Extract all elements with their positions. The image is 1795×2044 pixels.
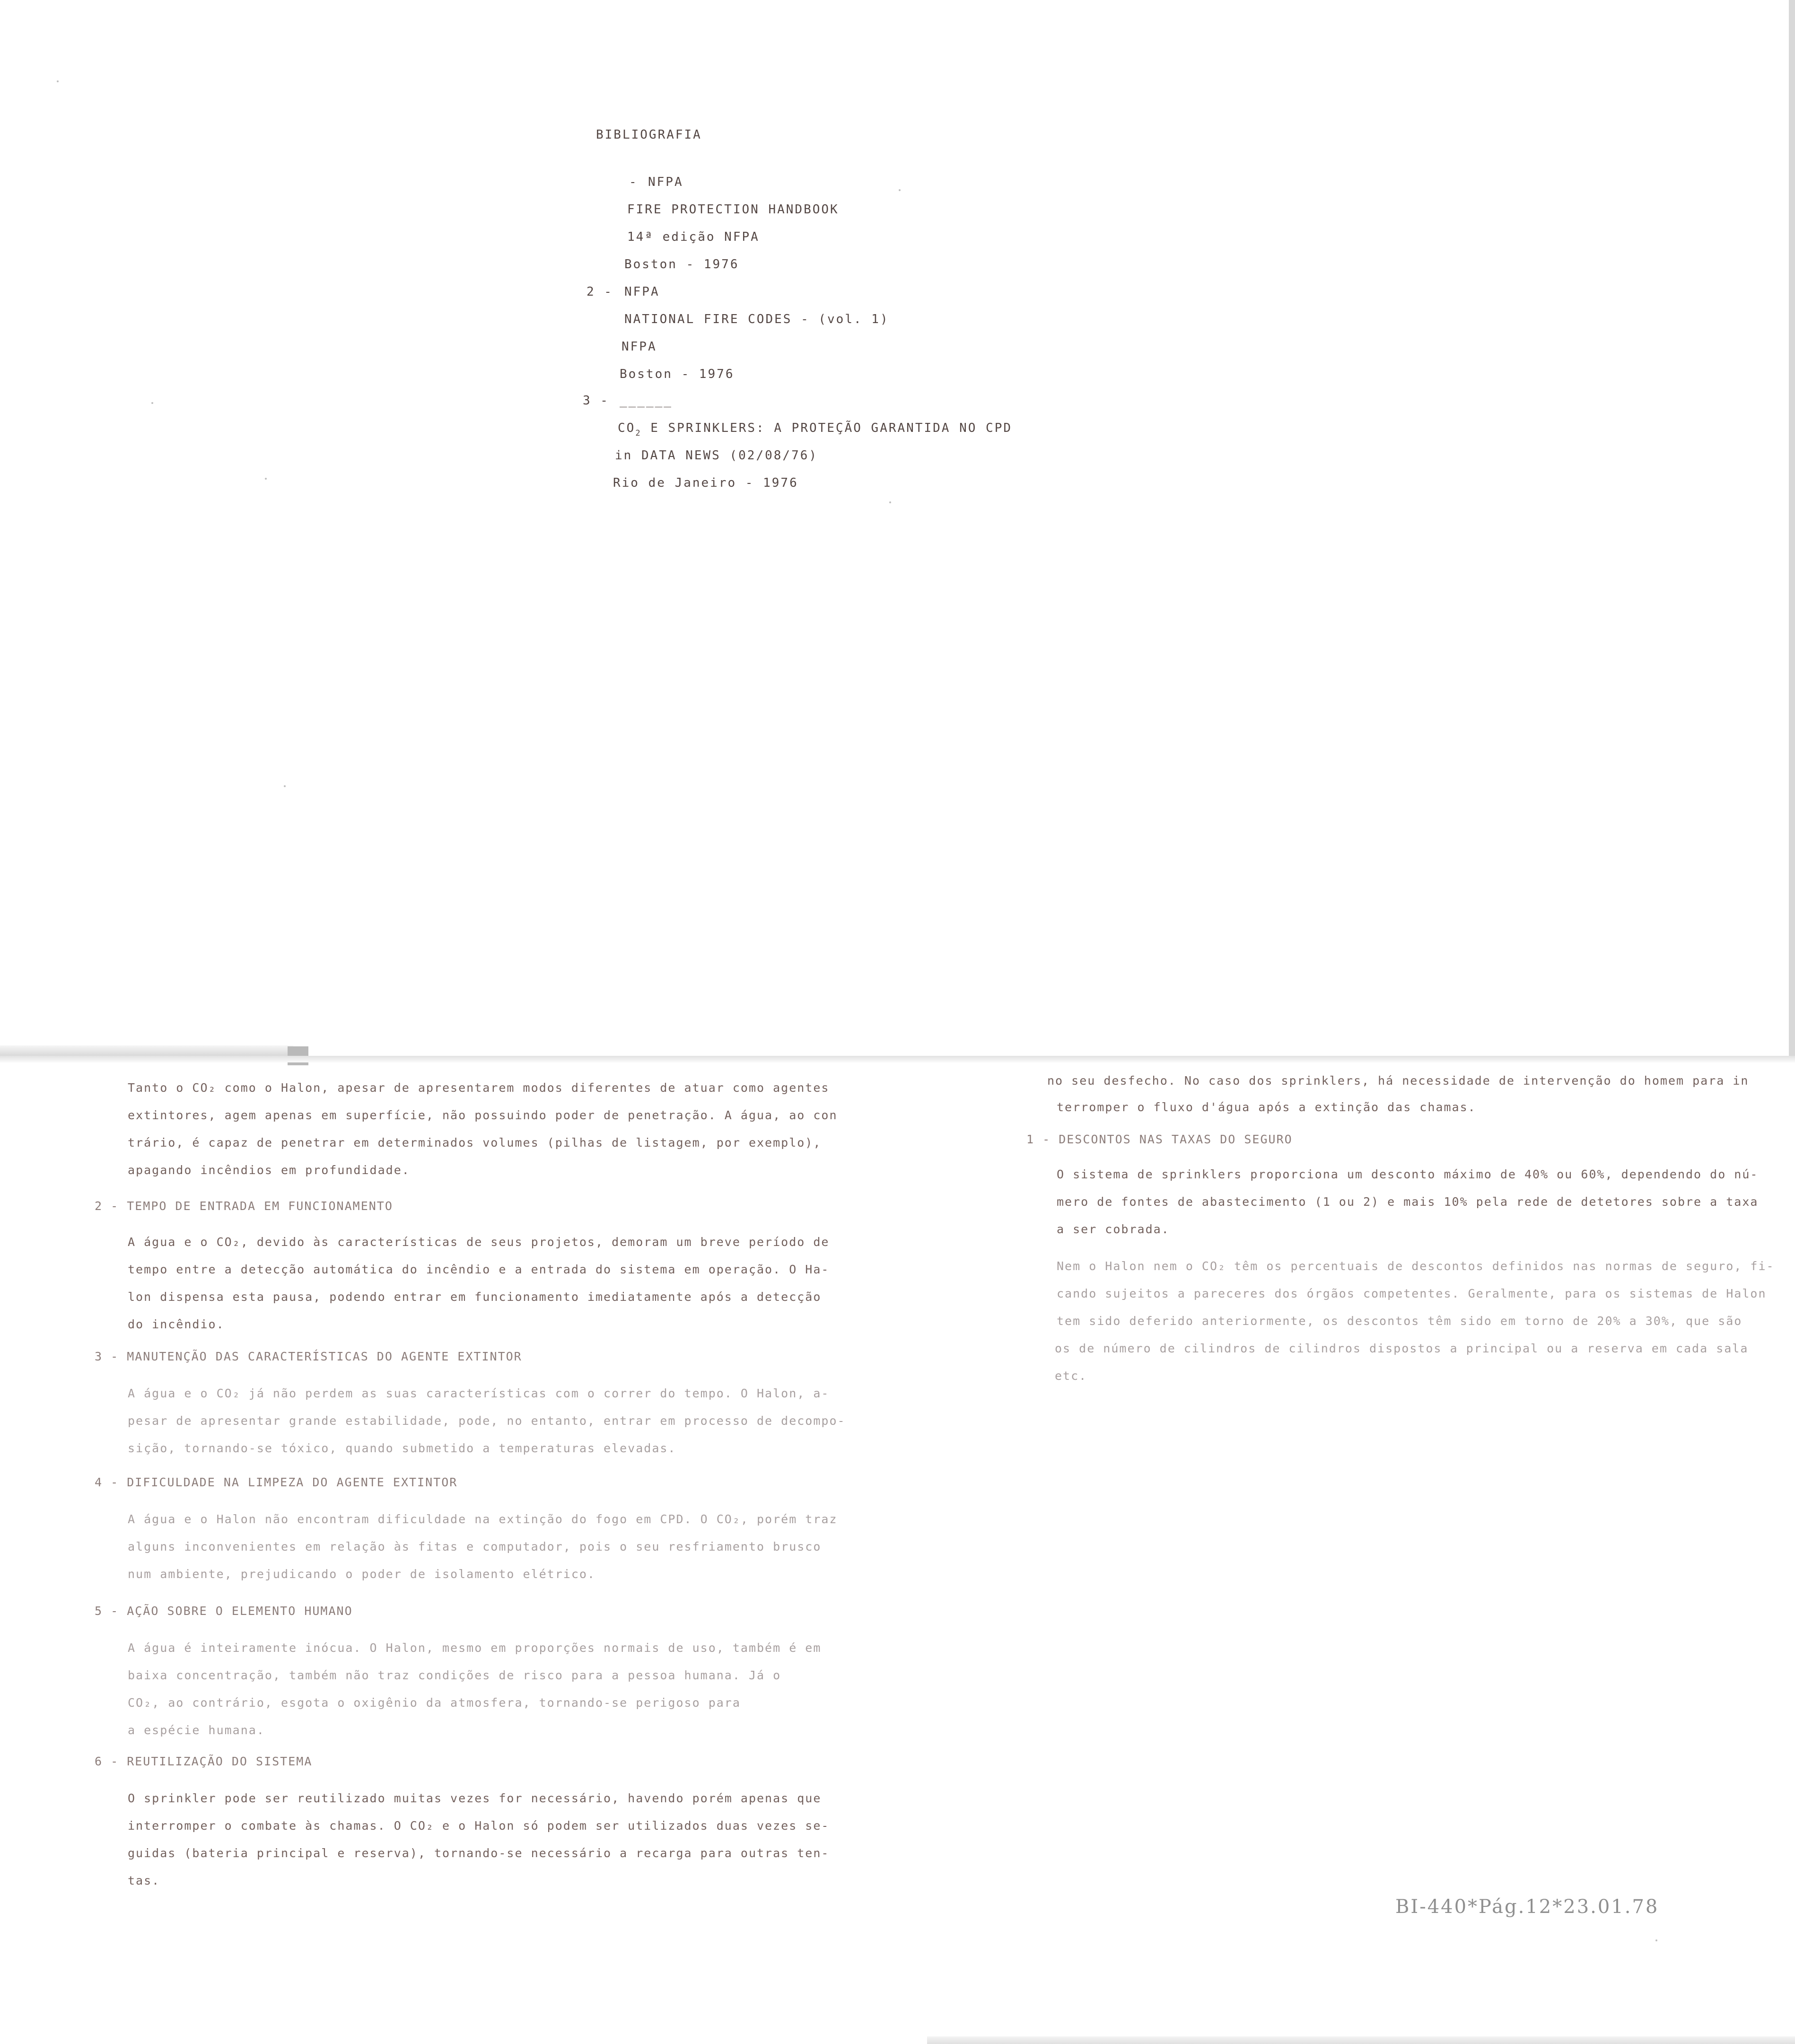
entry-3-line: Rio de Janeiro - 1976 [613,476,798,490]
entry-3-author: ______ [620,394,673,408]
paragraph-line: etc. [1055,1369,1087,1383]
paragraph-line: A água e o CO₂, devido às características de seus projetos, demoram um breve período de [128,1235,830,1249]
scan-speck [1655,1939,1657,1941]
section-heading: 1 - DESCONTOS NAS TAXAS DO SEGURO [1026,1132,1293,1146]
paragraph-line: guidas (bateria principal e reserva), tornando-se necessário a recarga para outras ten- [128,1846,830,1860]
paragraph-line: CO₂, ao contrário, esgota o oxigênio da atmosfera, tornando-se perigoso para [128,1696,741,1710]
paragraph-line: A água é inteiramente inócua. O Halon, mesmo em proporções normais de uso, também é em [128,1641,822,1655]
entry-1-line: FIRE PROTECTION HANDBOOK [627,202,839,217]
entry-1-line: Boston - 1976 [624,257,739,272]
paragraph-line: trário, é capaz de penetrar em determinados volumes (pilhas de listagem, por exemplo), [128,1136,822,1149]
section-heading: 3 - MANUTENÇÃO DAS CARACTERÍSTICAS DO AGENTE EXTINTOR [95,1350,522,1363]
entry-3-line: in DATA NEWS (02/08/76) [615,448,818,463]
paragraph-line: tempo entre a detecção automática do incêndio e a entrada do sistema em operação. O Ha- [128,1263,830,1276]
scan-speck [889,501,891,503]
page-bottom-edge [927,2036,1795,2044]
paragraph-line: pesar de apresentar grande estabilidade, pode, no entanto, entrar em processo de decompo- [128,1414,846,1428]
bibliography-title: BIBLIOGRAFIA [596,128,702,142]
scan-speck [284,785,286,787]
section-heading: 6 - REUTILIZAÇÃO DO SISTEMA [95,1755,313,1768]
paragraph-line: terromper o fluxo d'água após a extinção das chamas. [1057,1100,1476,1114]
paragraph-line: alguns inconvenientes em relação às fitas e computador, pois o seu resfriamento brusco [128,1540,822,1553]
paragraph-line: cando sujeitos a pareceres dos órgãos competentes. Geralmente, para os sistemas de Halon [1057,1287,1767,1300]
paragraph-line: tas. [128,1874,160,1887]
scan-speck [265,478,267,480]
paragraph-line: do incêndio. [128,1317,225,1331]
paragraph-line: sição, tornando-se tóxico, quando submetido a temperaturas elevadas. [128,1441,676,1455]
scan-speck [899,189,901,191]
paragraph-line: A água e o CO₂ já não perdem as suas características com o correr do tempo. O Halon, a- [128,1386,830,1400]
paragraph-line: lon dispensa esta pausa, podendo entrar em funcionamento imediatamente após a detecção [128,1290,822,1304]
page-fold-shadow [0,1045,293,1056]
entry-2-line: Boston - 1976 [620,367,735,381]
paragraph-line: apagando incêndios em profundidade. [128,1163,410,1177]
entry-3-title-rest: E SPRINKLERS: A PROTEÇÃO GARANTIDA NO CPD [641,421,1013,435]
paragraph-line: baixa concentração, também não traz condições de risco para a pessoa humana. Já o [128,1668,781,1682]
entry-2-line: NATIONAL FIRE CODES - (vol. 1) [624,312,889,326]
entry-2-number: 2 - [587,285,613,299]
entry-2-line: NFPA [622,340,657,354]
paragraph-line: tem sido deferido anteriormente, os descontos têm sido em torno de 20% a 30%, que são [1057,1314,1742,1328]
entry-1-author: NFPA [648,175,683,189]
page-fold-edge [0,1056,1795,1062]
paragraph-line: a ser cobrada. [1057,1222,1170,1236]
entry-2-author: NFPA [624,285,660,299]
entry-1-line: 14ª edição NFPA [627,230,760,244]
scan-speck [151,402,153,404]
document-reference: BI-440*Pág.12*23.01.78 [1395,1896,1659,1918]
paragraph-line: Nem o Halon nem o CO₂ têm os percentuais de descontos definidos nas normas de seguro, fi- [1057,1259,1775,1273]
paragraph-line: A água e o Halon não encontram dificuldade na extinção do fogo em CPD. O CO₂, porém traz [128,1512,838,1526]
page-right-edge [1789,0,1795,1060]
paragraph-line: mero de fontes de abastecimento (1 ou 2) e mais 10% pela rede de detetores sobre a taxa [1057,1195,1759,1209]
paragraph-line: interromper o combate às chamas. O CO₂ e o Halon só podem ser utilizados duas vezes se- [128,1819,830,1833]
paragraph-line: num ambiente, prejudicando o poder de isolamento elétrico. [128,1567,595,1581]
paragraph-line: O sistema de sprinklers proporciona um desconto máximo de 40% ou 60%, dependendo do nú- [1057,1167,1759,1181]
scan-speck [57,80,59,82]
co2-subscript: 2 [635,429,642,438]
paragraph-line: extintores, agem apenas em superfície, não possuindo poder de penetração. A água, ao con [128,1108,838,1122]
paragraph-line: os de número de cilindros de cilindros dispostos a principal ou a reserva em cada sala [1055,1342,1749,1355]
co2-text: CO [618,421,636,435]
entry-3-number: 3 - [583,394,609,408]
section-heading: 5 - AÇÃO SOBRE O ELEMENTO HUMANO [95,1604,353,1618]
entry-1-number: - [629,175,638,189]
paragraph-line: O sprinkler pode ser reutilizado muitas vezes for necessário, havendo porém apenas que [128,1791,822,1805]
paragraph-line: a espécie humana. [128,1723,265,1737]
entry-3-title [618,421,1012,438]
section-heading: 4 - DIFICULDADE NA LIMPEZA DO AGENTE EXTINTOR [95,1475,458,1489]
section-heading: 2 - TEMPO DE ENTRADA EM FUNCIONAMENTO [95,1199,393,1213]
paragraph-line: Tanto o CO₂ como o Halon, apesar de apresentarem modos diferentes de atuar como agentes [128,1081,830,1095]
paragraph-line: no seu desfecho. No caso dos sprinklers, há necessidade de intervenção do homem para in [1047,1074,1749,1088]
